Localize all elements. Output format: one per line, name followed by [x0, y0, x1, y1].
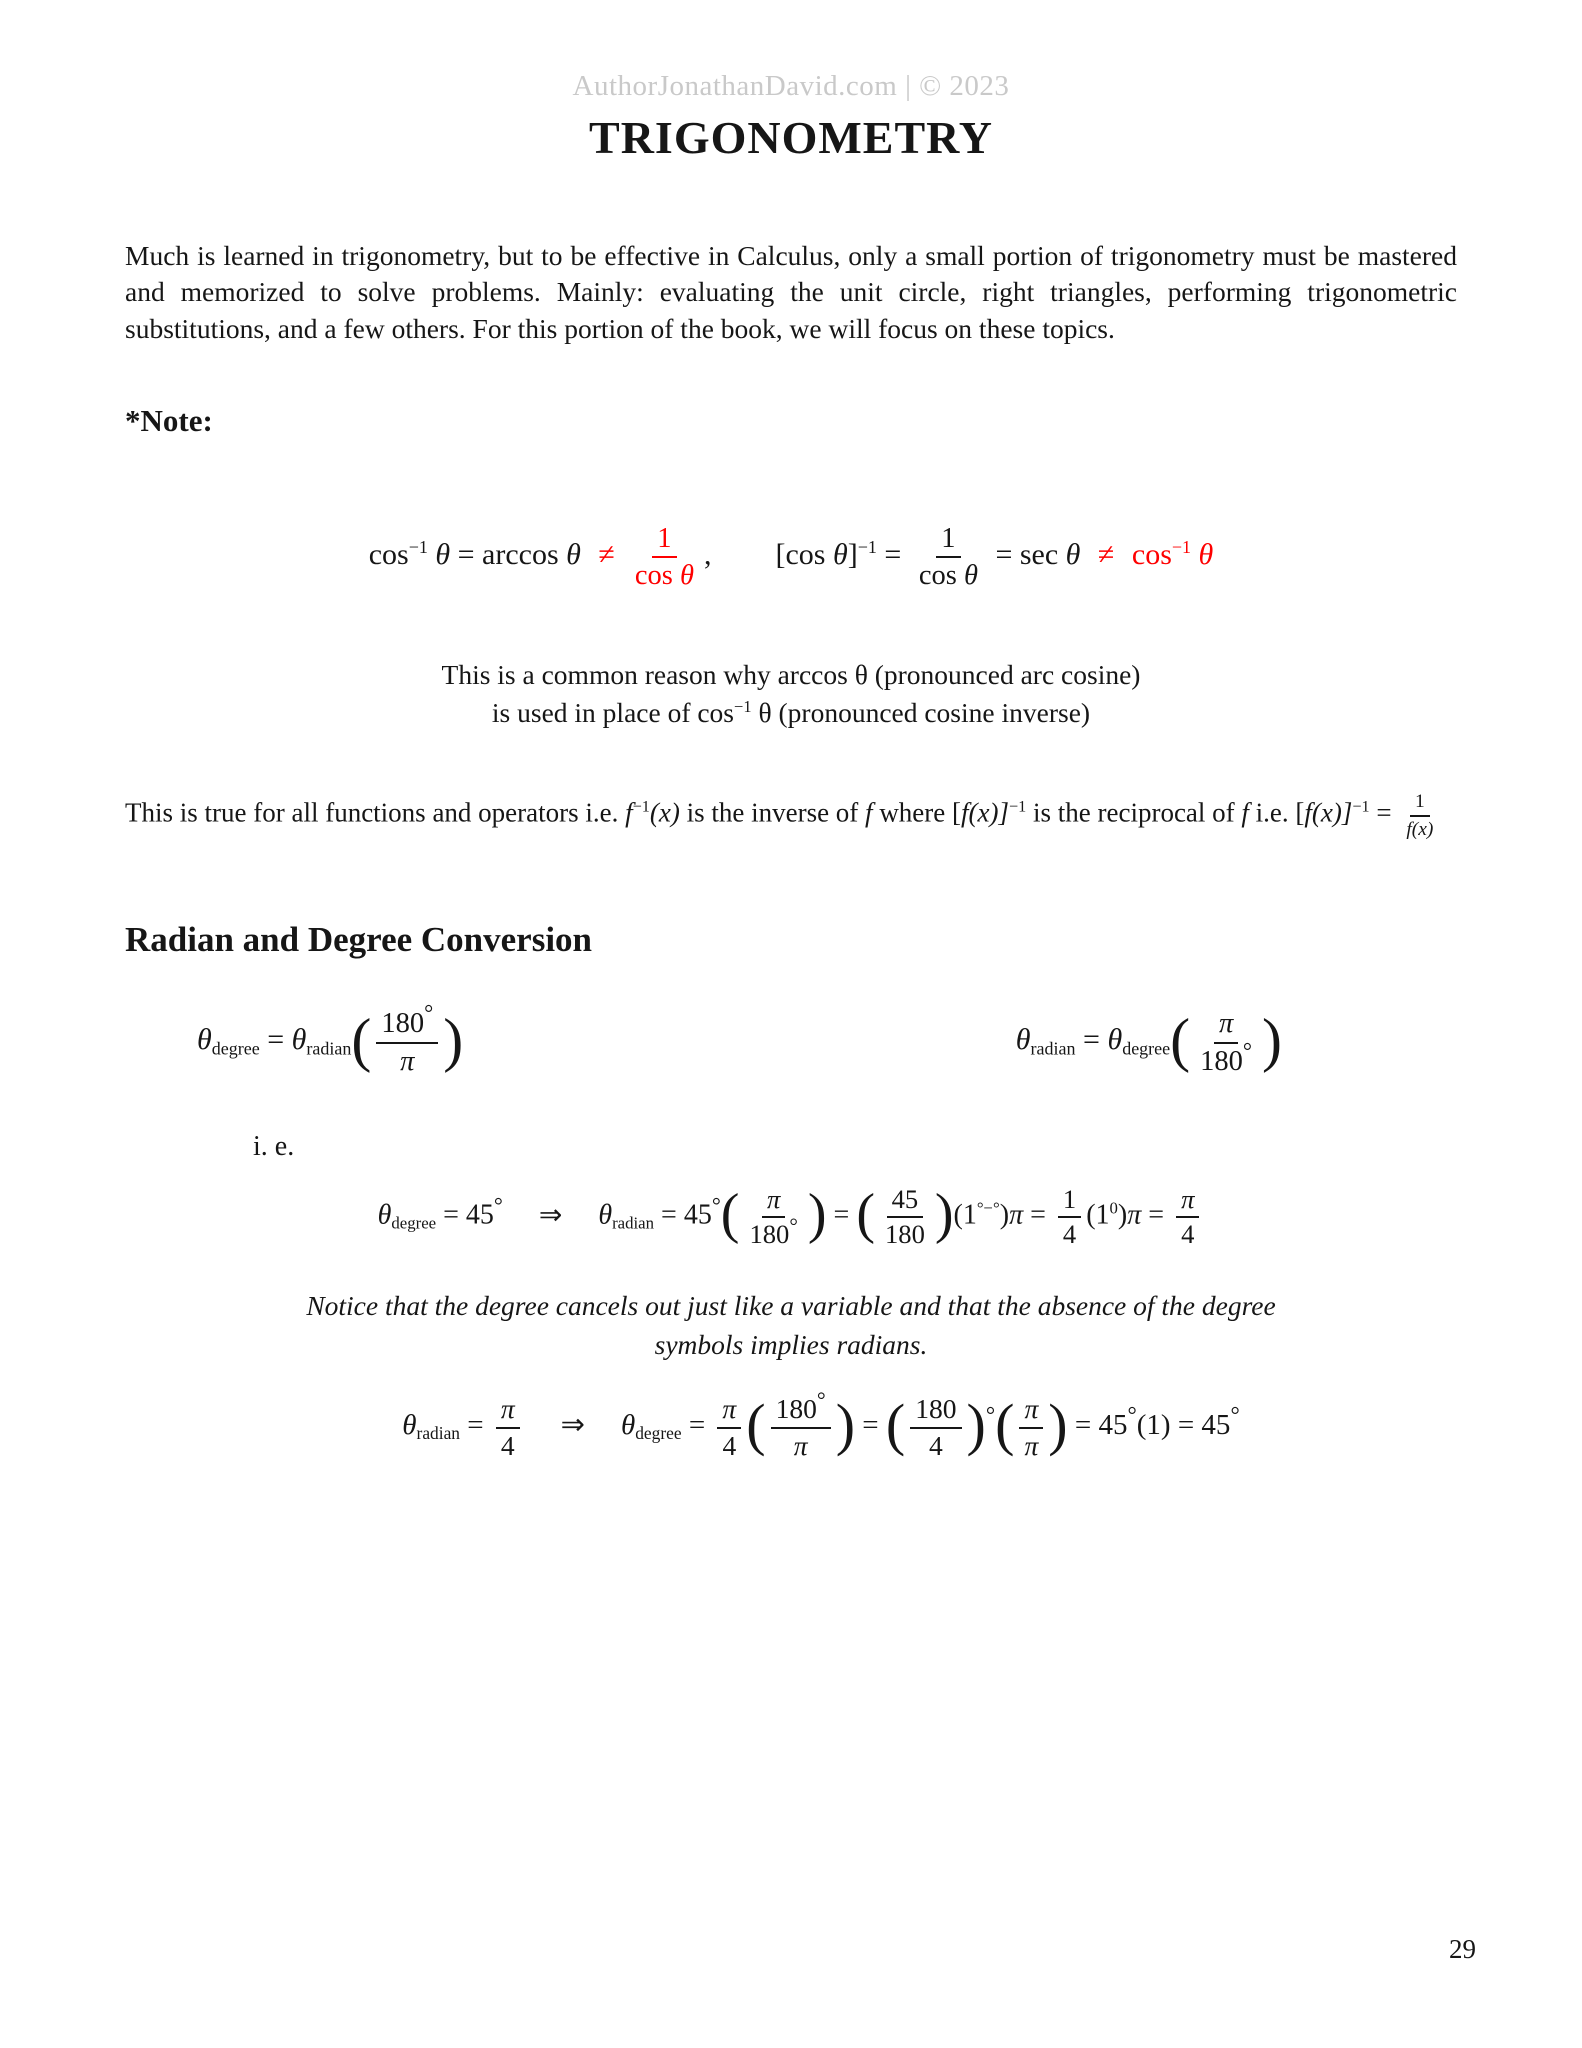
- math-token: =: [1023, 1199, 1053, 1231]
- left-paren: (: [856, 1183, 875, 1246]
- left-paren: (: [1170, 1006, 1191, 1073]
- theta: θ: [197, 1023, 212, 1057]
- notice-line-2: symbols implies radians.: [654, 1328, 928, 1360]
- denominator: [1401, 817, 1438, 840]
- text-token: =: [1369, 798, 1399, 829]
- right-paren: ): [966, 1391, 986, 1457]
- subscript: degree: [1122, 1038, 1171, 1059]
- math-token: 180: [749, 1219, 790, 1250]
- denominator: [914, 558, 983, 591]
- denominator: 4: [722, 1429, 737, 1461]
- numerator: π: [717, 1394, 741, 1428]
- theta: θ: [1015, 1023, 1031, 1057]
- math-token: θ: [825, 538, 848, 572]
- math-token: ): [999, 1199, 1010, 1231]
- implies-arrow: ⇒: [538, 1199, 563, 1231]
- example-degree-to-radian: [125, 1185, 1457, 1250]
- math-token: 180: [381, 1008, 425, 1040]
- left-paren: (: [746, 1391, 766, 1457]
- text-token: is used in place of cos: [491, 696, 735, 728]
- numerator: 180: [910, 1394, 961, 1428]
- math-token: = 45: [1067, 1409, 1128, 1442]
- numerator: 1: [1410, 791, 1430, 816]
- left-paren: (: [885, 1391, 906, 1457]
- fraction-1-over-4: [1058, 1185, 1081, 1250]
- notice-line-1: Notice that the degree cancels out just like a variable and that the absence of the degree: [306, 1290, 1276, 1322]
- math-token: θ: [1058, 538, 1088, 572]
- fraction-one-over-fx: [1401, 791, 1438, 840]
- section-heading-radian-degree: Radian and Degree Conversion: [125, 920, 593, 960]
- exponent: −1: [1171, 536, 1192, 557]
- denominator: [630, 558, 699, 591]
- degree-symbol: °: [424, 1000, 434, 1026]
- reason-line-2: [125, 694, 1457, 732]
- equation-arccos: [369, 523, 712, 592]
- math-token: =: [876, 538, 909, 572]
- denominator: 4: [1181, 1219, 1195, 1250]
- intro-paragraph: Much is learned in trigonometry, but to be effective in Calculus, only a small portion of trigonometry must be mastered and memorized to solve problems. Mainly: evaluating the unit circle, right triangles, performing trigonometric substitutions, and a few others. For this portion of the book, we will focus on these topics.: [125, 240, 1457, 344]
- numerator: 1: [936, 523, 960, 558]
- fraction-180-over-pi: [771, 1387, 831, 1461]
- math-token: 180: [1200, 1045, 1243, 1077]
- exponent-degree-cancel: °−°: [976, 1198, 1000, 1218]
- text-token: is the reciprocal of: [1026, 798, 1242, 829]
- subscript: radian: [416, 1423, 460, 1444]
- text-token: θ (pronounced cosine inverse): [751, 696, 1091, 728]
- math-token: sec: [1019, 538, 1059, 572]
- exponent: 0: [1109, 1198, 1118, 1218]
- denominator: [744, 1213, 802, 1250]
- numerator: [771, 1387, 831, 1428]
- math-token: = 45: [436, 1199, 494, 1231]
- numerator: π: [1214, 1008, 1238, 1043]
- math-token: f: [865, 798, 873, 829]
- denominator: 4: [1062, 1219, 1077, 1250]
- math-token: θ: [956, 560, 978, 592]
- math-token: =: [459, 1409, 491, 1442]
- fraction-pi-over-180: [1195, 1008, 1257, 1077]
- arccos-reason-note: [125, 656, 1457, 732]
- math-token: =: [457, 538, 483, 572]
- numerator: 45: [887, 1185, 924, 1218]
- ie-label: i. e.: [253, 1130, 295, 1162]
- math-token: f: [1406, 818, 1412, 840]
- numerator: π: [762, 1185, 785, 1218]
- math-token: cos: [785, 538, 826, 572]
- math-token: =: [826, 1199, 857, 1231]
- text-token: where [: [872, 798, 962, 829]
- subscript: radian: [306, 1038, 352, 1059]
- math-token: (x)]: [968, 798, 1010, 829]
- math-token: (1: [953, 1199, 977, 1231]
- fraction-45-over-180: [880, 1185, 930, 1250]
- math-token: =: [987, 538, 1020, 572]
- math-token: =: [1075, 1023, 1108, 1057]
- text-token: This is true for all functions and operators i.e.: [125, 798, 626, 829]
- fraction-pi-over-pi: [1019, 1394, 1043, 1461]
- math-token: (1: [1086, 1199, 1110, 1231]
- math-token: cos: [918, 560, 957, 592]
- math-token: f: [1304, 798, 1312, 829]
- math-token: =: [681, 1409, 713, 1442]
- right-paren: ): [1262, 1006, 1282, 1073]
- reason-line-1: This is a common reason why arccos θ (pronounced arc cosine): [441, 658, 1141, 690]
- denominator: 180: [884, 1219, 925, 1250]
- left-paren: (: [720, 1183, 740, 1246]
- exponent: −1: [632, 798, 650, 816]
- page-content: [0, 70, 1582, 1461]
- equation-degree-from-radian: [197, 1000, 464, 1077]
- not-equal-sign: ≠: [1097, 538, 1115, 572]
- watermark-text: AuthorJonathanDavid.com | © 2023: [572, 70, 1010, 102]
- conversion-formulas-row: [125, 1000, 1457, 1077]
- inverse-notation-equations: [125, 523, 1457, 592]
- exponent: −1: [1352, 798, 1370, 816]
- math-token: θ: [427, 538, 458, 572]
- subscript: radian: [612, 1213, 655, 1233]
- equation-45deg-to-pi4: [378, 1185, 1205, 1250]
- degree-symbol: °: [493, 1192, 503, 1218]
- theta: θ: [402, 1409, 417, 1442]
- right-paren: ): [443, 1006, 464, 1073]
- numerator: π: [1176, 1185, 1199, 1218]
- denominator: 4: [500, 1429, 515, 1461]
- numerator: 1: [652, 523, 676, 558]
- fraction-pi-over-4: [1176, 1185, 1199, 1250]
- math-token: f: [961, 798, 969, 829]
- fraction-one-over-cos: [914, 523, 983, 592]
- subscript: degree: [635, 1423, 682, 1444]
- math-token: =: [855, 1409, 886, 1442]
- denominator: π: [1024, 1429, 1039, 1461]
- math-token: [: [775, 538, 786, 572]
- fraction-180-over-pi: [376, 1000, 438, 1077]
- math-token: f: [1241, 798, 1249, 829]
- text-token: i.e. [: [1248, 798, 1305, 829]
- math-token: f: [625, 798, 633, 829]
- math-token: 180: [775, 1393, 817, 1425]
- right-paren: ): [1048, 1391, 1068, 1457]
- subscript: degree: [391, 1213, 437, 1233]
- fraction-180-over-4: [910, 1394, 961, 1461]
- math-token: θ: [672, 560, 694, 592]
- numerator: π: [496, 1394, 520, 1428]
- exponent: −1: [408, 536, 428, 557]
- theta: θ: [598, 1199, 613, 1231]
- example-radian-to-degree: [185, 1387, 1457, 1461]
- page-title: TRIGONOMETRY: [589, 112, 993, 163]
- math-token: arccos: [482, 538, 559, 572]
- math-token: (x): [1411, 818, 1434, 840]
- pi: π: [1127, 1199, 1142, 1231]
- inverse-explanation-paragraph: [125, 791, 1457, 840]
- math-token: θ: [558, 538, 589, 572]
- degree-symbol: °: [711, 1192, 721, 1218]
- math-token: ]: [847, 538, 858, 572]
- math-token: =: [1141, 1199, 1172, 1231]
- math-token: cos: [634, 560, 673, 592]
- right-paren: ): [835, 1391, 856, 1457]
- pi: π: [1009, 1199, 1024, 1231]
- degree-symbol: °: [1242, 1038, 1253, 1064]
- not-equal-sign: ≠: [598, 538, 615, 572]
- exponent: −1: [734, 696, 752, 716]
- exponent: −1: [1009, 798, 1027, 816]
- degree-symbol: °: [985, 1402, 996, 1429]
- left-paren: (: [351, 1006, 372, 1073]
- math-token: cos: [368, 538, 409, 572]
- exponent: −1: [857, 536, 877, 557]
- denominator: π: [400, 1045, 415, 1077]
- implies-arrow: ⇒: [560, 1409, 585, 1442]
- page-number: 29: [1449, 1934, 1476, 1964]
- subscript: radian: [1030, 1038, 1076, 1059]
- math-token: θ: [1191, 538, 1214, 572]
- fraction-pi-over-180: [744, 1185, 802, 1250]
- math-token: ,: [703, 538, 712, 572]
- denominator: 4: [928, 1429, 943, 1461]
- math-token: =: [259, 1023, 292, 1057]
- left-paren: (: [995, 1391, 1015, 1457]
- math-token: cos: [1124, 538, 1172, 572]
- math-token: (x): [649, 798, 680, 829]
- theta: θ: [377, 1199, 392, 1231]
- math-token: ): [1117, 1199, 1128, 1231]
- denominator: π: [793, 1429, 808, 1461]
- note-heading: *Note:: [125, 402, 213, 438]
- right-paren: ): [807, 1183, 827, 1246]
- numerator: 1: [1058, 1185, 1081, 1218]
- fraction-pi-over-4: [717, 1394, 741, 1461]
- theta: θ: [291, 1023, 307, 1057]
- text-token: is the inverse of: [679, 798, 866, 829]
- fraction-pi-over-4: [496, 1394, 520, 1461]
- math-token: (1) = 45: [1136, 1409, 1231, 1442]
- numerator: [376, 1000, 438, 1043]
- math-token: (x)]: [1311, 798, 1353, 829]
- right-paren: ): [934, 1183, 954, 1246]
- degree-symbol: °: [789, 1213, 798, 1238]
- numerator: π: [1019, 1394, 1043, 1428]
- equation-secant: [775, 523, 1213, 592]
- degree-symbol: °: [1127, 1402, 1137, 1429]
- denominator: [1195, 1038, 1257, 1077]
- theta: θ: [1107, 1023, 1123, 1057]
- degree-cancellation-note: [125, 1287, 1457, 1364]
- equation-pi4-to-45deg: [402, 1387, 1240, 1461]
- theta: θ: [620, 1409, 636, 1442]
- degree-symbol: °: [816, 1387, 826, 1413]
- subscript: degree: [211, 1038, 260, 1059]
- equation-radian-from-degree: [1016, 1008, 1282, 1077]
- math-token: = 45: [654, 1199, 712, 1231]
- fraction-one-over-cos: [630, 523, 699, 592]
- degree-symbol: °: [1230, 1402, 1240, 1429]
